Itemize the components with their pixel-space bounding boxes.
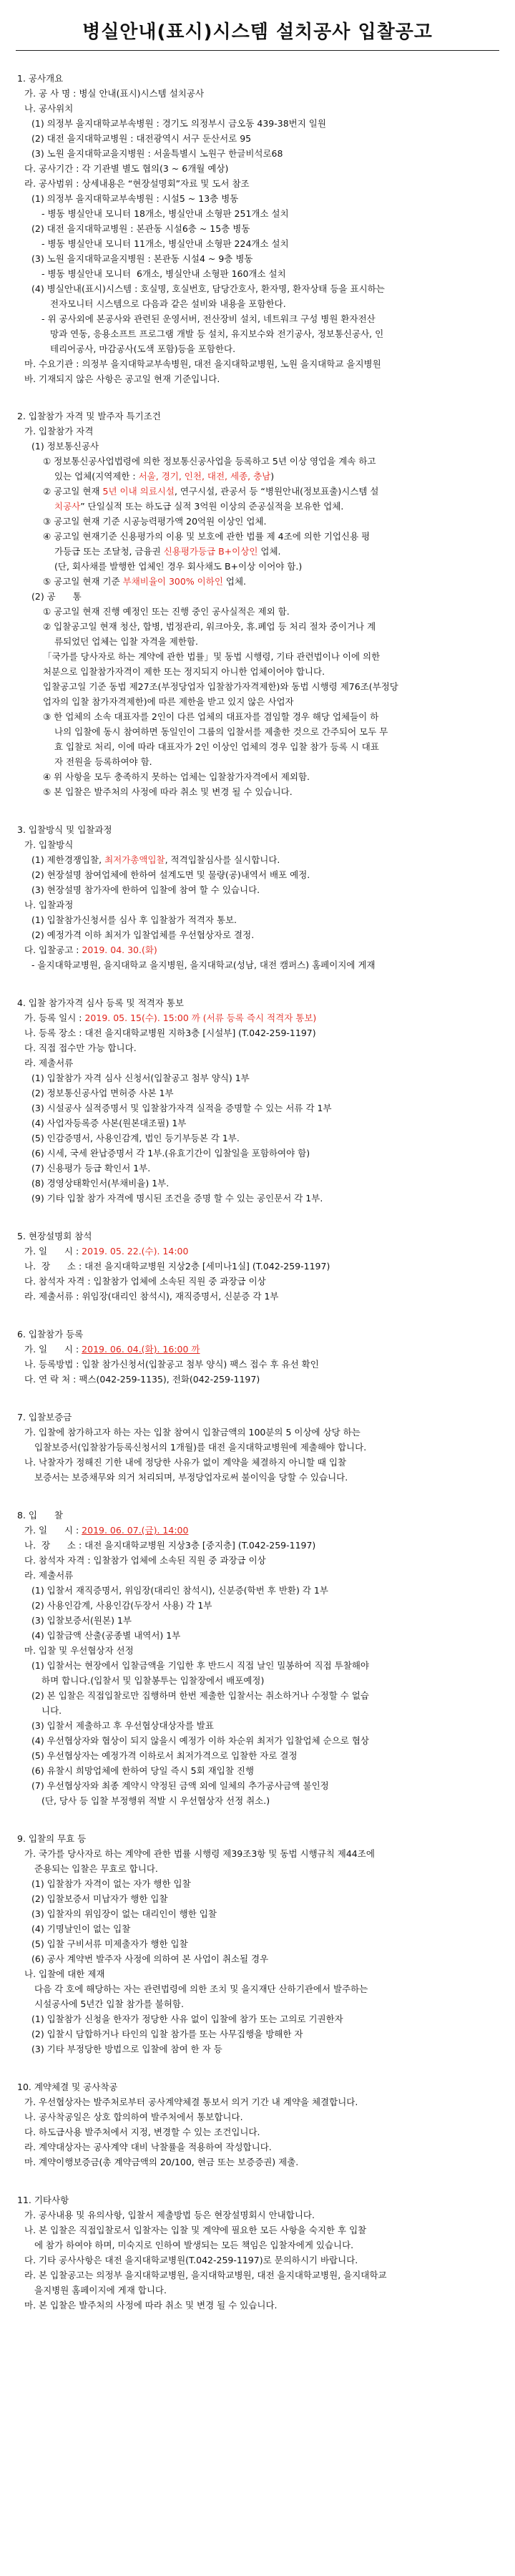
line-text: 가등급 또는 조달청, 금융권	[54, 546, 164, 557]
text-line	[0, 1982, 515, 1996]
text-line	[0, 499, 515, 514]
highlighted-text: 최저가총액입찰	[104, 854, 165, 865]
line-text: (2) 입찰보증서 미납자가 행한 입찰	[31, 1893, 168, 1904]
line-text: ② 공고일 현재	[43, 486, 103, 497]
text-line	[0, 1794, 515, 1808]
line-text: ④ 위 사항을 모두 충족하지 못하는 업체는 입찰참가자격에서 제외함.	[43, 771, 310, 782]
text-line	[0, 2238, 515, 2253]
line-text: (2) 공 통	[31, 591, 82, 602]
line-text: 라. 본 입찰공고는 의정부 을지대학교병원, 을지대학교병원, 대전 을지대학교병원, 을지대학교	[24, 2270, 387, 2280]
text-line	[0, 177, 515, 191]
text-line	[0, 740, 515, 754]
line-text: (1) 입찰참가 신청을 한자가 정당한 사유 없이 입찰에 참가 또는 고의로 기권한자	[31, 2014, 343, 2024]
line-text: (2) 예정가격 이하 최저가 입찰업체를 우선협상자로 결정.	[31, 930, 255, 940]
line-text: 다. 입찰공고 :	[24, 945, 82, 955]
highlighted-text: 2019. 05. 15(수). 15:00 까 (서류 등록 즉시 적격자 통보)	[84, 1013, 317, 1023]
text-line	[0, 1553, 515, 1568]
line-text: 가. 입찰참가 자격	[24, 426, 94, 436]
line-text: 다. 참석자 자격 : 입찰참가 업체에 소속된 직원 중 과장급 이상	[24, 1555, 266, 1566]
line-text: 나의 입찰에 동시 참여하면 동일인이 그룹의 입찰서를 제출한 것으로 간주되어 모두 무	[54, 726, 388, 737]
highlighted-text: 신용평가등급 B+이상인	[163, 546, 258, 557]
line-text: 가. 국가를 당사자로 하는 계약에 관한 법률 시행령 제39조3항 및 동법 시행규칙 제44조에	[24, 1848, 375, 1859]
line-text: (단, 당사 등 입찰 부정행위 적발 시 우선협상자 선정 취소.)	[41, 1795, 270, 1806]
line-text: 6. 입찰참가 등록	[17, 1329, 84, 1340]
highlighted-text: 2019. 06. 04.(화). 16:00 까	[82, 1344, 200, 1355]
text-line	[0, 2080, 515, 2094]
text-line	[0, 1523, 515, 1538]
line-text: (4) 사업자등록증 사본(원본대조필) 1부	[31, 1118, 187, 1128]
text-line	[0, 1372, 515, 1387]
line-text: 가. 일 시 :	[24, 1246, 82, 1257]
text-line	[0, 2155, 515, 2170]
line-text: 준용되는 입찰은 무효로 합니다.	[34, 1863, 158, 1874]
text-line	[0, 1674, 515, 1688]
highlighted-text: 치공사	[54, 501, 81, 512]
text-line	[0, 454, 515, 469]
line-text: 나. 공사착공일은 상호 합의하여 발주처에서 통보합니다.	[24, 2112, 243, 2122]
text-line	[0, 1614, 515, 1628]
text-line	[0, 2042, 515, 2057]
line-text: (3) 현장설명 참가자에 한하여 입찰에 참여 할 수 있습니다.	[31, 884, 260, 895]
line-text: (3) 입찰보증서(원본) 1부	[31, 1615, 132, 1626]
text-line	[0, 2012, 515, 2026]
line-text: (4) 입찰금액 산출(공종별 내역서) 1부	[31, 1630, 181, 1641]
text-line	[0, 1538, 515, 1553]
line-text: 가. 일 시 :	[24, 1525, 82, 1536]
text-line	[0, 132, 515, 146]
text-line	[0, 883, 515, 897]
text-line	[0, 1892, 515, 1906]
line-text: 마. 본 입찰은 발주처의 사정에 따라 취소 및 변경 될 수 있습니다.	[24, 2300, 278, 2311]
line-text: 7. 입찰보증금	[17, 1412, 72, 1423]
line-text: (2) 본 입찰은 직접입찰로만 집행하며 한번 제출한 입찰서는 취소하거나 수정할 수 없습	[31, 1690, 369, 1701]
highlighted-text: 2019. 04. 30.(화)	[82, 945, 157, 955]
text-line	[0, 1508, 515, 1523]
text-line	[0, 312, 515, 326]
text-line	[0, 1967, 515, 1981]
line-text: 자 전원을 등록하여야 함.	[54, 756, 152, 767]
text-line	[0, 1357, 515, 1372]
text-line	[0, 2110, 515, 2124]
text-line	[0, 725, 515, 739]
line-text-tail: 업체.	[222, 576, 247, 587]
text-line	[0, 2208, 515, 2223]
line-text: (1) 입찰서는 현장에서 입찰금액을 기입한 후 반드시 직접 날인 밀봉하여 직접 투찰해야	[31, 1660, 369, 1671]
text-line	[0, 237, 515, 251]
text-line	[0, 710, 515, 724]
text-line	[0, 1922, 515, 1936]
line-text: 에 참가 하여야 하며, 미숙지로 인하여 발생되는 모든 책임은 입찰자에게 있습니다.	[34, 2240, 354, 2250]
text-line	[0, 484, 515, 499]
line-text: 1. 공사개요	[17, 73, 64, 84]
line-text: 나. 장 소 : 대전 을지대학교병원 지상2층 [세미나1실] (T.042-259-1197)	[24, 1261, 330, 1272]
line-text: 다. 연 락 처 : 팩스(042-259-1135), 전화(042-259-1197)	[24, 1374, 260, 1385]
line-text: 가. 입찰에 참가하고자 하는 자는 입찰 참여시 입찰금액의 100분의 5 이상에 상당 하는	[24, 1427, 360, 1438]
line-text: (3) 기타 부정당한 방법으로 입찰에 참여 한 자 등	[31, 2044, 222, 2054]
text-line	[0, 1877, 515, 1891]
line-text: 라. 공사범위 : 상세내용은 “현장설명회”자료 및 도서 참조	[24, 178, 250, 189]
text-line	[0, 1659, 515, 1673]
line-text: - 병동 병실안내 모니터 18개소, 병실안내 소형판 251개소 설치	[41, 208, 289, 219]
line-text: 라. 계약대상자는 공사계약 대비 낙찰률을 적용하여 작성합니다.	[24, 2142, 272, 2152]
text-line	[0, 785, 515, 799]
text-line	[0, 102, 515, 116]
line-text: 「국가를 당사자로 하는 계약에 관한 법률」및 동법 시행령, 기타 관련법이나 이에 의한	[43, 651, 381, 662]
line-text: (2) 입찰시 담합하거나 타인의 입찰 참가를 또는 사무집행을 방해한 자	[31, 2029, 303, 2039]
text-line	[0, 1719, 515, 1733]
highlighted-text: 2019. 05. 22.(수). 14:00	[82, 1246, 189, 1257]
text-line	[0, 357, 515, 371]
line-text: 나. 입찰에 대한 제재	[24, 1968, 105, 1979]
line-text: (1) 입찰참가 자격 심사 신청서(입찰공고 첨부 양식) 1부	[31, 1073, 250, 1083]
text-line	[0, 2125, 515, 2140]
text-line	[0, 1862, 515, 1876]
text-line	[0, 409, 515, 424]
text-line	[0, 590, 515, 604]
line-text: 가. 입찰방식	[24, 839, 74, 850]
line-text: - 병동 병실안내 모니터 6개소, 병실안내 소형판 160개소 설치	[41, 268, 286, 279]
text-line	[0, 755, 515, 769]
text-line	[0, 439, 515, 454]
text-line	[0, 1440, 515, 1455]
line-text: 10. 계약체결 및 공사착공	[17, 2082, 118, 2092]
text-line	[0, 1244, 515, 1259]
line-text: (2) 정보통신공사업 면허증 사본 1부	[31, 1088, 174, 1098]
text-line	[0, 605, 515, 619]
text-line	[0, 207, 515, 221]
line-text: (2) 현장설명 참여업체에 한하여 설계도면 및 물량(공)내역서 배포 예정.	[31, 869, 310, 880]
line-text: 테리어공사, 마감공사(도색 포함)등을 포함한다.	[50, 343, 236, 354]
line-text: ③ 공고일 현재 기준 시공능력평가액 20억원 이상인 업체.	[43, 516, 267, 527]
line-text: 보증서는 보증채무와 의거 처리되며, 부정당업자로써 불이익을 당할 수 있습니다.	[34, 1472, 348, 1483]
line-text: 나. 장 소 : 대전 을지대학교병원 지상3층 [중지층] (T.042-259-1197)	[24, 1540, 316, 1551]
text-line	[0, 1749, 515, 1763]
line-text-tail: , 연구시설, 관공서 등 “병원안내(정보표출)시스템 설	[174, 486, 379, 497]
line-text: 나. 본 입찰은 직접입찰로서 입찰자는 입찰 및 계약에 필요한 모든 사항을 숙지한 후 입찰	[24, 2225, 367, 2235]
text-line	[0, 1644, 515, 1658]
line-text: ① 정보통신공사업법령에 의한 정보통신공사업을 등록하고 5년 이상 영업을 계속 하고	[43, 456, 376, 467]
line-text: 있는 업체(지역제한 :	[54, 471, 139, 482]
text-line	[0, 530, 515, 544]
line-text: - 을지대학교병원, 을지대학교 을지병원, 을지대학교(성남, 대전 캠퍼스) 홈페이지에 게재	[31, 960, 376, 970]
text-line	[0, 267, 515, 281]
line-text: 마. 수요기관 : 의정부 을지대학교부속병원, 대전 을지대학교병원, 노원 을지대학교 을지병원	[24, 358, 381, 369]
text-line	[0, 2268, 515, 2283]
text-line	[0, 1599, 515, 1613]
text-line	[0, 282, 515, 296]
line-text: (1) 입찰서 재직증명서, 위임장(대리인 참석시), 신분증(학번 후 반환) 각 1부	[31, 1585, 328, 1596]
text-line	[0, 1146, 515, 1161]
line-text: (8) 경영상태확인서(부채비율) 1부.	[31, 1178, 170, 1189]
text-line	[0, 665, 515, 679]
line-text: (1) 제한경쟁입찰,	[31, 854, 105, 865]
text-line	[0, 913, 515, 927]
line-text: 라. 제출서류	[24, 1058, 74, 1068]
text-line	[0, 620, 515, 634]
text-line	[0, 72, 515, 86]
line-text: (5) 우선협상자는 예정가격 이하로서 최저가격으로 입찰한 자로 결정	[31, 1750, 298, 1761]
line-text: 나. 등록방법 : 입찰 참가신청서(입찰공고 첨부 양식) 팩스 접수 후 유선 확인	[24, 1359, 319, 1370]
text-line	[0, 545, 515, 559]
line-text: 입찰보증서(입찰참가등록신청서의 1개월)를 대전 을지대학교병원에 제출해야 합니다.	[34, 1442, 367, 1453]
line-text-tail: 업체.	[258, 546, 281, 557]
text-line	[0, 252, 515, 266]
line-text: (2) 사용인감계, 사용인감(두장서 사용) 각 1부	[31, 1600, 212, 1611]
line-text: ① 공고일 현재 진행 예정인 또는 진행 중인 공사실적은 제외 함.	[43, 606, 290, 617]
line-text: (1) 의정부 을지대학교부속병원 : 시설5 ~ 13층 병동	[31, 193, 239, 204]
text-line	[0, 1952, 515, 1966]
line-text: (6) 공사 계약번 발주자 사정에 의하여 본 사업이 취소될 경우	[31, 1953, 269, 1964]
text-line	[0, 192, 515, 206]
highlighted-text: 5년 이내 의료시설	[102, 486, 175, 497]
line-text: 시설공사에 5년간 입찰 참가를 불허함.	[34, 1999, 184, 2009]
text-line	[0, 823, 515, 837]
text-line	[0, 514, 515, 529]
line-text-tail: ” 단일실적 또는 하도급 실적 3억원 이상의 준공실적을 보유한 업체.	[80, 501, 344, 512]
text-line	[0, 1176, 515, 1191]
line-text: (9) 기타 입찰 참가 자격에 명시된 조건을 증명 할 수 있는 공인문서 각 1부.	[31, 1193, 323, 1204]
text-line	[0, 2253, 515, 2268]
line-text: 3. 입찰방식 및 입찰과정	[17, 824, 112, 835]
text-line	[0, 327, 515, 341]
line-text: 망과 연동, 응용소프트 프로그램 개발 등 설치, 유지보수와 전기공사, 정보통신공사, 인	[50, 328, 384, 339]
text-line	[0, 1191, 515, 1206]
text-line	[0, 2223, 515, 2238]
line-text: (단, 회사채를 발행한 업체인 경우 회사채도 B+이상 이어야 함.)	[54, 561, 303, 572]
text-line	[0, 2283, 515, 2298]
text-line	[0, 222, 515, 236]
text-line	[0, 424, 515, 439]
line-text: (7) 신용평가 등급 확인서 1부.	[31, 1163, 151, 1174]
text-line	[0, 1425, 515, 1440]
text-line	[0, 2027, 515, 2041]
line-text-tail: , 적격입찰심사를 실시합니다.	[165, 854, 280, 865]
line-text: (1) 정보통신공사	[31, 441, 99, 452]
text-line	[0, 838, 515, 852]
text-line	[0, 1086, 515, 1101]
line-text: 하며 합니다.(입찰서 및 입찰봉투는 입찰장에서 배포예정)	[41, 1675, 265, 1686]
line-text: 4. 입찰 참가자격 심사 등록 및 적격자 통보	[17, 997, 184, 1008]
line-text: (3) 노원 을지대학교을지병원 : 본관동 시설4 ~ 9층 병동	[31, 253, 253, 264]
line-text: (6) 유찰시 희망업체에 한하여 당일 즉시 5회 재입찰 진행	[31, 1765, 255, 1776]
text-line	[0, 2298, 515, 2313]
text-line	[0, 1071, 515, 1085]
text-line	[0, 2140, 515, 2155]
line-text: 다. 공사기간 : 각 기관별 별도 협의(3 ~ 6개월 예상)	[24, 163, 229, 174]
line-text: 라. 제출서류	[24, 1570, 74, 1581]
line-text: 가. 등록 일시 :	[24, 1013, 85, 1023]
text-line	[0, 1704, 515, 1718]
line-text: (4) 병실안내(표시)시스템 : 호실명, 호실번호, 담당간호사, 환자명, 환자상태 등을 표시하는	[31, 283, 385, 294]
highlighted-text: 부채비율이 300% 이하인	[122, 576, 223, 587]
text-line	[0, 1056, 515, 1070]
line-text: 바. 기재되지 않은 사항은 공고일 현재 기준입니다.	[24, 374, 220, 384]
text-line	[0, 680, 515, 694]
line-text: 라. 제출서류 : 위임장(대리인 참석시), 재직증명서, 신분증 각 1부	[24, 1291, 279, 1302]
text-line	[0, 162, 515, 176]
line-text: (3) 입찰서 제출하고 후 우선협상대상자를 발표	[31, 1720, 214, 1731]
text-line	[0, 87, 515, 101]
line-text: 업자의 입찰 참가자격제한)에 따른 제한을 받고 있지 않은 사업자	[43, 696, 294, 707]
line-text: 전자모니터 시스템으로 다음과 같은 설비와 내용을 포함한다.	[50, 298, 286, 309]
text-line	[0, 297, 515, 311]
text-line	[0, 868, 515, 882]
title-divider	[16, 50, 499, 51]
text-line	[0, 1131, 515, 1146]
line-text: 11. 기타사항	[17, 2195, 69, 2205]
text-line	[0, 469, 515, 484]
line-text: ② 입찰공고일 현재 청산, 합병, 법정관리, 워크아웃, 휴.폐업 등 처리 절차 중이거나 계	[43, 621, 376, 632]
text-line	[0, 943, 515, 957]
highlighted-text: 2019. 06. 07.(금). 14:00	[82, 1525, 189, 1536]
text-line	[0, 1026, 515, 1040]
line-text: (1) 입찰참가 자격이 없는 자가 행한 입찰	[31, 1878, 191, 1889]
text-line	[0, 575, 515, 589]
text-line	[0, 1289, 515, 1304]
text-line	[0, 695, 515, 709]
line-text: (4) 기명날인이 없는 입찰	[31, 1923, 131, 1934]
text-line	[0, 1629, 515, 1643]
text-line	[0, 1997, 515, 2011]
line-text: (3) 시설공사 실적증명서 및 입찰참가자격 실적을 증명할 수 있는 서류 각 1부	[31, 1103, 332, 1113]
text-line	[0, 928, 515, 942]
text-line	[0, 1116, 515, 1131]
line-text: - 병동 병실안내 모니터 11개소, 병실안내 소형판 224개소 설치	[41, 238, 289, 249]
line-text: 나. 낙찰자가 정해진 기한 내에 정당한 사유가 없이 계약을 체결하지 아니할 때 입찰	[24, 1457, 347, 1468]
line-text: 나. 입찰과정	[24, 899, 74, 910]
line-text: ③ 한 업체의 소속 대표자를 2인이 다른 업체의 대표자를 겸임할 경우 해당 업체들이 하	[43, 711, 379, 722]
text-line	[0, 117, 515, 131]
line-text: ⑤ 공고일 현재 기준	[43, 576, 123, 587]
line-text: 다음 각 호에 해당하는 자는 관련법령에 의한 조치 및 을지재단 산하기관에서 발주하는	[34, 1984, 368, 1994]
text-line	[0, 1907, 515, 1921]
line-text: 가. 공사내용 및 유의사항, 입찰서 제출방법 등은 현장설명회시 안내합니다.	[24, 2210, 315, 2220]
line-text: ④ 공고일 현재기준 신용평가의 이용 및 보호에 관한 법률 제 4조에 의한 기업신용 평	[43, 531, 371, 542]
line-text: (5) 입찰 구비서류 미제출자가 행한 입찰	[31, 1938, 188, 1949]
line-text: (3) 입찰자의 위임장이 없는 대리인이 행한 입찰	[31, 1908, 217, 1919]
text-line	[0, 1568, 515, 1583]
line-text: - 위 공사외에 본공사와 관련된 운영서버, 전산장비 설치, 네트워크 구성 병원 환자전산	[41, 313, 376, 324]
line-text: (4) 우선협상자와 협상이 되지 않을시 예정가 이하 차순위 최저가 입찰업체 순으로 협상	[31, 1735, 369, 1746]
line-text: 다. 참석자 자격 : 입찰참가 업체에 소속된 직원 중 과장급 이상	[24, 1276, 266, 1287]
line-text: 9. 입찰의 무효 등	[17, 1833, 87, 1844]
text-line	[0, 1764, 515, 1778]
line-text: (2) 대전 을지대학교병원 : 본관동 시설6층 ~ 15층 병동	[31, 223, 250, 234]
text-line	[0, 1327, 515, 1342]
text-line	[0, 1410, 515, 1425]
text-line	[0, 1779, 515, 1793]
highlighted-text: 서울, 경기, 인천, 대전, 세종, 충남	[138, 471, 271, 482]
text-line	[0, 1229, 515, 1244]
text-line	[0, 1847, 515, 1861]
line-text: 입찰공고일 기준 동법 제27조(부정당업자 입찰참가자격제한)와 동법 시행령 제76조(부정당	[43, 681, 398, 692]
text-line	[0, 770, 515, 784]
line-text: (3) 노원 을지대학교을지병원 : 서울특별시 노원구 한글비석로68	[31, 148, 283, 159]
line-text: 다. 하도급사용 발주처에서 지정, 변경할 수 있는 조건입니다.	[24, 2127, 260, 2137]
line-text: (1) 입찰참가신청서를 심사 후 입찰참가 적격자 통보.	[31, 914, 237, 925]
text-line	[0, 372, 515, 386]
line-text: (1) 의정부 을지대학교부속병원 : 경기도 의정부시 금오동 439-38번지 일원	[31, 118, 326, 129]
text-line	[0, 342, 515, 356]
text-line	[0, 1937, 515, 1951]
text-line	[0, 996, 515, 1010]
line-text: (7) 우선협상자와 최종 계약시 약정된 금액 외에 일체의 추가공사금액 불인정	[31, 1780, 329, 1791]
line-text: 나. 등록 장소 : 대전 을지대학교병원 지하3층 [시설부] (T.042-259-1197)	[24, 1028, 316, 1038]
text-line	[0, 1101, 515, 1116]
document-title: 병실안내(표시)시스템 설치공사 입찰공고	[82, 21, 433, 43]
line-text: 니다.	[41, 1705, 62, 1716]
text-line	[0, 1734, 515, 1748]
text-line	[0, 1342, 515, 1357]
line-text-tail: )	[270, 471, 275, 482]
text-line	[0, 898, 515, 912]
line-text: ⑤ 본 입찰은 발주처의 사정에 따라 취소 및 변경 될 수 있습니다.	[43, 786, 293, 797]
line-text: 가. 공 사 명 : 병실 안내(표시)시스템 설치공사	[24, 88, 205, 99]
text-line	[0, 635, 515, 649]
text-line	[0, 1274, 515, 1289]
text-line	[0, 1011, 515, 1025]
text-line	[0, 560, 515, 574]
line-text: (2) 대전 을지대학교병원 : 대전광역시 서구 둔산서로 95	[31, 133, 252, 144]
line-text: 다. 기타 공사사항은 대전 을지대학교병원(T.042-259-1197)로 문의하시기 바랍니다.	[24, 2255, 358, 2265]
line-text: 마. 계약이행보증금(총 계약금액의 20/100, 현금 또는 보증증권) 제출.	[24, 2157, 299, 2167]
text-line	[0, 1584, 515, 1598]
text-line	[0, 2193, 515, 2207]
line-text: 효 입찰로 처리, 이에 따라 대표자가 2인 이상인 업체의 경우 입찰 참가 등록 시 대표	[54, 741, 379, 752]
line-text: 마. 입찰 및 우선협상자 선정	[24, 1645, 134, 1656]
line-text: 처분으로 입찰참가자격이 제한 또는 정지되지 아니한 업체이어야 합니다.	[43, 666, 325, 677]
text-line	[0, 650, 515, 664]
line-text: 8. 입 찰	[17, 1510, 63, 1521]
text-line	[0, 147, 515, 161]
line-text: (6) 시세, 국세 완납증명서 각 1부.(유효기간이 입찰일을 포함하여야 함)	[31, 1148, 310, 1158]
text-line	[0, 1832, 515, 1846]
text-line	[0, 1470, 515, 1485]
line-text: 가. 일 시 :	[24, 1344, 82, 1355]
text-line	[0, 1041, 515, 1055]
line-text: 류되었던 업체는 입찰 자격을 제한함.	[54, 636, 198, 647]
text-line	[0, 853, 515, 867]
text-line	[0, 1259, 515, 1274]
text-line	[0, 2095, 515, 2109]
line-text: 5. 현장설명회 참석	[17, 1231, 92, 1241]
line-text: 다. 직접 접수만 가능 합니다.	[24, 1043, 137, 1053]
line-text: (5) 인감증명서, 사용인감계, 법인 등기부등본 각 1부.	[31, 1133, 240, 1143]
line-text: 을지병원 홈페이지에 게재 합니다.	[34, 2285, 167, 2296]
text-line	[0, 1455, 515, 1470]
line-text: 2. 입찰참가 자격 및 발주자 특기조건	[17, 411, 161, 421]
text-line	[0, 958, 515, 972]
line-text: 가. 우선협상자는 발주처로부터 공사계약체결 통보서 의거 기간 내 계약을 체결합니다.	[24, 2097, 358, 2107]
line-text: 나. 공사위치	[24, 103, 74, 114]
text-line	[0, 1689, 515, 1703]
text-line	[0, 1161, 515, 1176]
